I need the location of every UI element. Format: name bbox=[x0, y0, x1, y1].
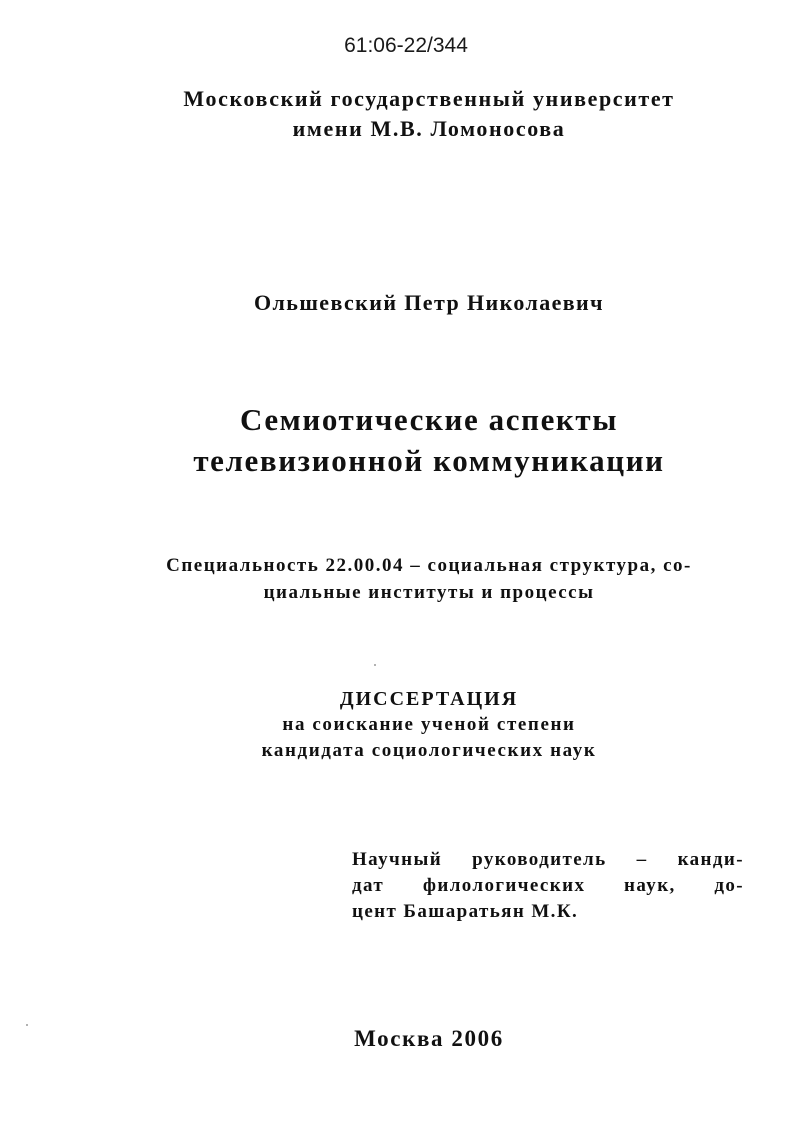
dissertation-heading: ДИССЕРТАЦИЯ bbox=[339, 688, 519, 710]
university-name-line1: Московский государственный университет bbox=[183, 86, 675, 111]
university-name-line2: имени М.В. Ломоносова bbox=[292, 116, 566, 141]
advisor-word: канди- bbox=[677, 849, 744, 870]
advisor-word: Научный bbox=[352, 849, 443, 870]
thesis-title-line2: телевизионной коммуникации bbox=[193, 443, 665, 478]
advisor-word: филологических bbox=[422, 875, 586, 896]
advisor-name: цент Башаратьян М.К. bbox=[352, 901, 579, 922]
advisor-word: – bbox=[636, 849, 648, 870]
advisor-word: наук, bbox=[624, 875, 676, 896]
specialty-line2: циальные институты и процессы bbox=[263, 582, 595, 603]
advisor-word: дат bbox=[352, 875, 385, 896]
author-name: Ольшевский Петр Николаевич bbox=[254, 290, 604, 315]
thesis-title-line1: Семиотические аспекты bbox=[239, 402, 619, 437]
advisor-line3 bbox=[352, 899, 744, 925]
scientific-advisor bbox=[352, 847, 744, 925]
advisor-word: руководитель bbox=[472, 849, 607, 870]
advisor-line2 bbox=[352, 873, 744, 899]
scan-speck bbox=[26, 1024, 28, 1026]
degree-line1: на соискание ученой степени bbox=[282, 714, 576, 735]
scan-speck bbox=[374, 664, 376, 666]
advisor-word: до- bbox=[714, 875, 744, 896]
archive-code: 61:06-22/344 bbox=[344, 34, 468, 57]
city-year: Москва 2006 bbox=[354, 1026, 504, 1051]
specialty-line1: Специальность 22.00.04 – социальная структура, со- bbox=[166, 555, 692, 576]
advisor-line1 bbox=[352, 847, 744, 873]
degree-line2: кандидата социологических наук bbox=[261, 740, 597, 761]
